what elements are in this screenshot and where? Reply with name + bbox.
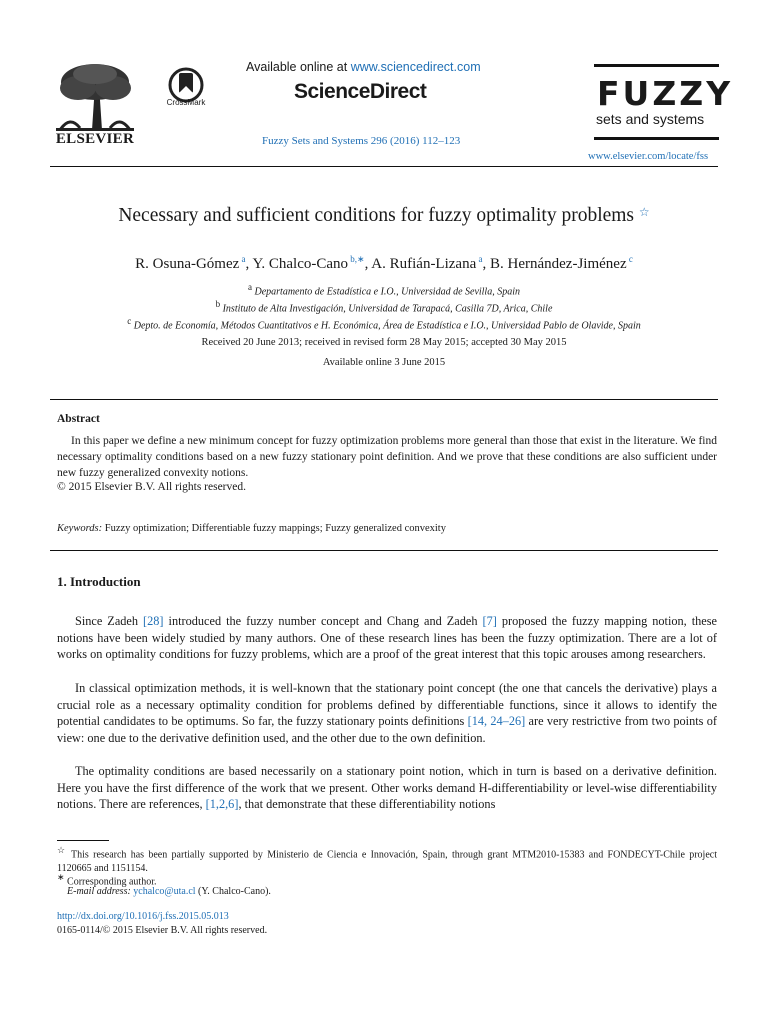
author-affiliation-link[interactable]: a — [476, 254, 483, 264]
keywords-text: Fuzzy optimization; Differentiable fuzzy mappings; Fuzzy generalized convexity — [102, 523, 446, 534]
available-online-date: Available online 3 June 2015 — [322, 357, 446, 368]
citation-link[interactable]: [7] — [482, 614, 497, 628]
affiliation-sup: c — [127, 316, 132, 326]
author-name: A. Rufián-Lizana — [371, 256, 477, 272]
paper-title-text: Necessary and sufficient conditions for fuzzy optimality problems — [118, 205, 635, 226]
body-paragraph-3 — [57, 763, 717, 813]
abstract-top-rule — [50, 399, 718, 400]
affiliation-text: Depto. de Economía, Métodos Cuantitativos e H. Económica, Área de Estadística e I.O., Universidad Pablo de Olavide, Spain — [133, 320, 641, 332]
affiliation-a — [0, 282, 768, 297]
author-list — [0, 254, 768, 273]
email-label: E-mail address: — [67, 886, 131, 897]
title-footnote-star[interactable]: ☆ — [638, 205, 650, 219]
paper-title — [0, 205, 768, 227]
author-separator: , — [482, 256, 490, 272]
abstract-heading: Abstract — [57, 413, 100, 425]
journal-reference-link[interactable]: Fuzzy Sets and Systems 296 (2016) 112–123 — [262, 135, 461, 147]
affiliation-sup: b — [215, 299, 221, 309]
affiliation-sup: a — [247, 282, 252, 292]
journal-homepage-link[interactable]: www.elsevier.com/locate/fss — [588, 151, 709, 162]
sciencedirect-link[interactable]: www.sciencedirect.com — [350, 60, 481, 74]
body-text: proposed the fuzzy mapping notion, these notions have been widely studied by many authors. One of these research lines has been the fuzzy optimization. There are a lot of works on optimality conditions for fuzzy problems, which are a proof of the great interest that this topic arouses among researchers. — [57, 614, 717, 661]
section-heading: 1. Introduction — [57, 574, 141, 589]
author-affiliation-link[interactable]: a — [239, 254, 246, 264]
body-paragraph-1 — [57, 613, 717, 663]
body-text: The optimality conditions are based necessarily on a stationary point notion, which in turn is based on a derivative definition. Here you have the first difference of the work that we present. Other works demand H-differentiability or level-wise differentiability notions. There are references, — [57, 764, 717, 811]
affiliation-b — [0, 299, 768, 314]
crossmark-label: CrossMark — [166, 98, 206, 107]
corresponding-mark: ∗ — [57, 872, 65, 882]
body-text: , that demonstrate that these differentiability notions — [238, 797, 496, 811]
abstract-bottom-rule — [50, 550, 718, 551]
available-prefix: Available online at — [246, 60, 351, 74]
footnote-rule — [57, 840, 109, 841]
author-name: B. Hernández-Jiménez — [490, 256, 627, 272]
author-name: R. Osuna-Gómez — [135, 256, 240, 272]
body-text: introduced the fuzzy number concept and Chang and Zadeh — [163, 614, 483, 628]
abstract-text: In this paper we define a new minimum concept for fuzzy optimization problems more general than those that exist in the literature. We find necessary optimality conditions based on a new fuzzy stationary point definition. And we prove that these conditions are also sufficient under new fuzzy generalized convexity notions. — [57, 435, 717, 479]
email-link[interactable]: ychalco@uta.cl — [133, 886, 196, 897]
email-suffix: (Y. Chalco-Cano). — [195, 886, 271, 897]
author-name: Y. Chalco-Cano — [252, 256, 349, 272]
author-affiliation-link[interactable]: c — [626, 254, 633, 264]
keywords — [57, 523, 446, 534]
affiliation-c — [0, 316, 768, 331]
header-divider — [50, 166, 718, 167]
corresponding-text: Corresponding author. — [64, 876, 157, 888]
body-text: are very restrictive from two points of view: one due to the derivative definition used, and the other due to the own definition. — [57, 714, 717, 745]
abstract-copyright: © 2015 Elsevier B.V. All rights reserved. — [57, 481, 246, 493]
elsevier-wordmark: ELSEVIER — [55, 131, 135, 147]
funding-footnote-star: ☆ — [57, 845, 67, 855]
body-text: Since Zadeh — [75, 614, 144, 628]
author-affiliation-link[interactable]: b,∗ — [348, 254, 365, 264]
citation-link[interactable]: [14, 24–26] — [467, 714, 526, 728]
citation-link[interactable]: [28] — [143, 614, 164, 628]
citation-link[interactable]: [1,2,6] — [205, 797, 239, 811]
author-separator: , — [364, 256, 372, 272]
keywords-label: Keywords: — [57, 523, 103, 534]
email-footnote — [57, 885, 727, 899]
affiliation-text: Instituto de Alta Investigación, Universidad de Tarapacá, Casilla 7D, Arica, Chile — [222, 303, 553, 315]
available-online-line — [246, 60, 481, 74]
author-separator: , — [245, 256, 253, 272]
issn-line: 0165-0114/© 2015 Elsevier B.V. All rights reserved. — [57, 925, 268, 936]
funding-text: This research has been partially supported by Ministerio de Ciencia e Innovación, Spain, through grant MTM2010-15383 and FONDECYT-Chile project 1120665 and 1151154. — [57, 849, 717, 874]
body-text: In classical optimization methods, it is well-known that the stationary point concept (the one that cancels the derivative) plays a crucial role as a necessary optimality condition for problems defined by differentiable functions, since it allows to identify the potential candidates to be optimums. So far, the fuzzy stationary points definitions — [57, 681, 717, 728]
body-paragraph-2 — [57, 680, 717, 746]
journal-logo-sub: sets and systems — [596, 111, 705, 127]
affiliation-text: Departamento de Estadística e I.O., Universidad de Sevilla, Spain — [254, 286, 520, 298]
sciencedirect-wordmark: ScienceDirect — [294, 80, 427, 103]
doi-link[interactable]: http://dx.doi.org/10.1016/j.fss.2015.05.013 — [57, 911, 229, 922]
journal-logo-main: FUZZY — [597, 74, 734, 113]
received-dates: Received 20 June 2013; received in revised form 28 May 2015; accepted 30 May 2015 — [201, 337, 567, 348]
